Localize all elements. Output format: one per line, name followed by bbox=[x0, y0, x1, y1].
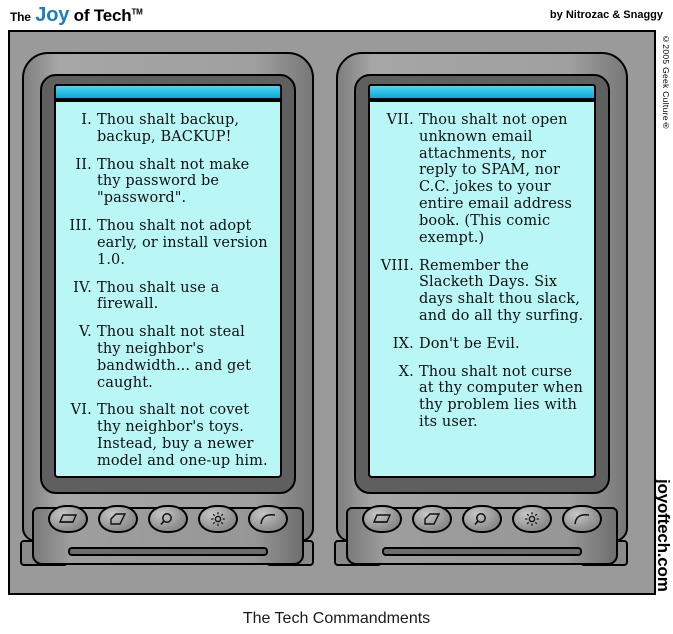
pda-cradle-slot bbox=[382, 547, 582, 556]
list-item bbox=[380, 112, 586, 247]
pda-bezel bbox=[40, 74, 296, 494]
pda-titlebar bbox=[368, 84, 596, 100]
list-item bbox=[380, 258, 586, 325]
comic-header bbox=[0, 0, 673, 30]
commandment-text: Don't be Evil. bbox=[419, 335, 520, 352]
pda-titlebar bbox=[54, 84, 282, 100]
commandment-list-right bbox=[380, 112, 586, 431]
pda-bezel bbox=[354, 74, 610, 494]
commandment-text: Thou shalt not make thy password be "password". bbox=[97, 156, 250, 207]
commandment-text: Thou shalt not adopt early, or install version 1.0. bbox=[97, 218, 268, 268]
search-icon[interactable] bbox=[148, 505, 188, 533]
list-item bbox=[66, 112, 272, 146]
comic-caption: The Tech Commandments bbox=[242, 610, 431, 627]
diamond-button[interactable] bbox=[412, 505, 452, 533]
left-pda bbox=[22, 52, 314, 572]
list-item bbox=[380, 336, 586, 353]
screen-button[interactable] bbox=[362, 505, 402, 533]
brightness-icon[interactable] bbox=[512, 505, 552, 533]
commandment-text: Thou shalt not open unknown email attachments, nor reply to SPAM, nor C.C. jokes to your entire email address book. (This comic exempt.) bbox=[419, 112, 572, 246]
curve-button[interactable] bbox=[562, 505, 602, 533]
logo-trademark: TM bbox=[131, 6, 143, 16]
logo-of: of bbox=[73, 5, 90, 25]
joy-of-tech-logo bbox=[10, 4, 143, 27]
commandment-text: Thou shalt not steal thy neighbor's bandwidth... and get caught. bbox=[97, 324, 252, 391]
commandment-text: Thou shalt backup, backup, BACKUP! bbox=[97, 112, 240, 145]
list-item bbox=[66, 402, 272, 469]
commandment-numeral: VIII. bbox=[380, 257, 414, 274]
logo-tech: Tech bbox=[93, 5, 132, 25]
diamond-button[interactable] bbox=[98, 505, 138, 533]
commandment-numeral: II. bbox=[75, 156, 92, 173]
commandment-text: Thou shalt not covet thy neighbor's toys. Instead, buy a newer model and one-up him. bbox=[97, 402, 268, 469]
pda-button-row-left bbox=[48, 502, 288, 536]
right-pda bbox=[336, 52, 628, 572]
copyright-notice: ©2005 Geek Culture® bbox=[661, 34, 671, 132]
search-icon[interactable] bbox=[462, 505, 502, 533]
pda-button-row-right bbox=[362, 502, 602, 536]
brightness-icon[interactable] bbox=[198, 505, 238, 533]
commandment-text: Thou shalt not curse at thy computer when thy problem lies with its user. bbox=[419, 363, 583, 430]
commandment-list-left bbox=[66, 112, 272, 470]
commandment-numeral: IX. bbox=[392, 335, 414, 352]
list-item bbox=[66, 157, 272, 207]
commandment-numeral: VII. bbox=[386, 112, 414, 128]
commandment-numeral: I. bbox=[81, 112, 92, 128]
commandment-numeral: V. bbox=[79, 324, 92, 341]
commandment-text: Remember the Slacketh Days. Six days shalt thou slack, and do all thy surfing. bbox=[419, 257, 584, 324]
commandment-text: Thou shalt use a firewall. bbox=[97, 279, 220, 313]
list-item bbox=[380, 364, 586, 431]
comic-panel bbox=[8, 30, 656, 595]
pda-cradle-slot bbox=[68, 547, 268, 556]
logo-the: The bbox=[10, 9, 31, 24]
list-item bbox=[66, 324, 272, 391]
screen-button[interactable] bbox=[48, 505, 88, 533]
site-name: joyoftech.com bbox=[654, 479, 673, 592]
curve-button[interactable] bbox=[248, 505, 288, 533]
commandment-numeral: VI. bbox=[70, 402, 92, 419]
list-item bbox=[66, 280, 272, 314]
pda-screen-left[interactable] bbox=[54, 100, 282, 478]
pda-screen-right[interactable] bbox=[368, 100, 596, 478]
commandment-numeral: III. bbox=[69, 218, 92, 235]
byline: by Nitrozac & Snaggy bbox=[549, 9, 663, 21]
commandment-numeral: IV. bbox=[73, 279, 92, 296]
list-item bbox=[66, 218, 272, 268]
commandment-numeral: X. bbox=[398, 363, 414, 380]
logo-joy: Joy bbox=[35, 3, 70, 26]
